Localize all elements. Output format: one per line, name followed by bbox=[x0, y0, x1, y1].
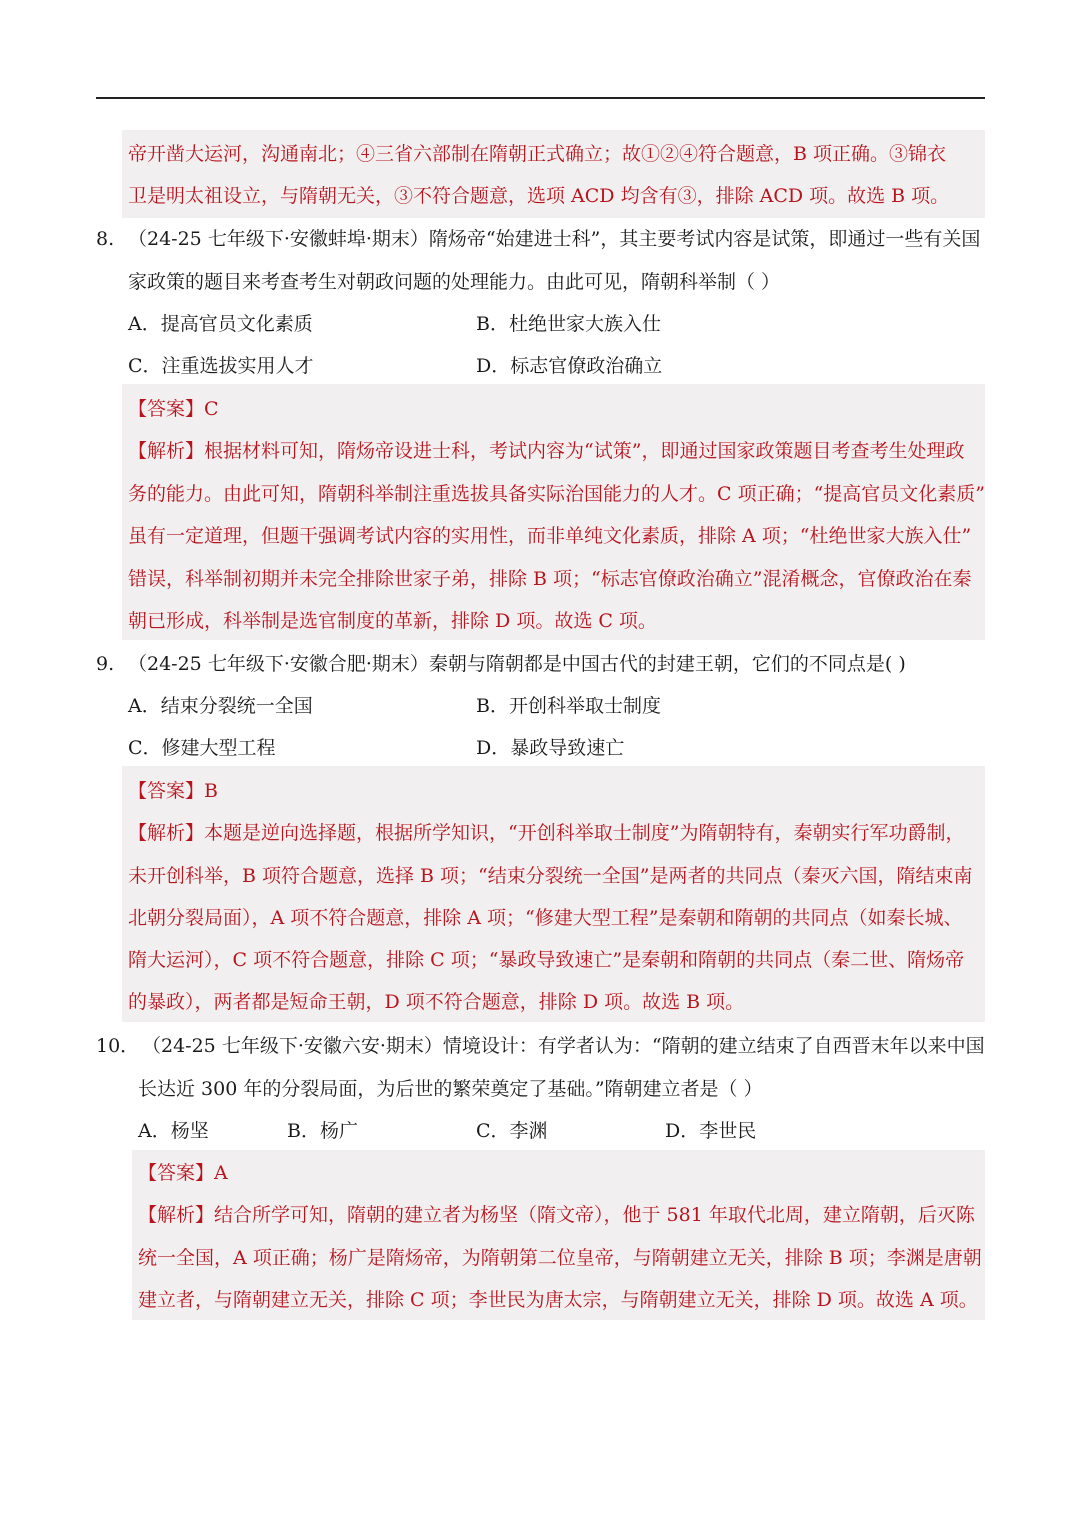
answer-tag: 【答案】 bbox=[128, 398, 205, 420]
q9-option-a: A．结束分裂统一全国 bbox=[128, 695, 313, 717]
q9-option-b: B．开创科举取士制度 bbox=[476, 695, 661, 717]
analysis-tag: 【解析】 bbox=[128, 440, 205, 462]
q8-analysis-line: 虽有一定道理，但题干强调考试内容的实用性，而非单纯文化素质，排除 A 项；“杜绝世家大族入仕” bbox=[128, 525, 972, 547]
q8-number: 8. bbox=[96, 228, 115, 250]
q8-analysis-line: 错误，科举制初期并未完全排除世家子弟，排除 B 项；“标志官僚政治确立”混淆概念，官僚政治在秦 bbox=[128, 568, 972, 590]
q10-analysis-line bbox=[138, 1202, 975, 1228]
q9-analysis-box bbox=[122, 766, 985, 1022]
q10-option-c: C．李渊 bbox=[476, 1120, 548, 1142]
q9-option-c: C．修建大型工程 bbox=[128, 737, 276, 759]
q10-analysis-line: 统一全国，A 项正确；杨广是隋炀帝，为隋朝第二位皇帝，与隋朝建立无关，排除 B 项；李渊是唐朝 bbox=[138, 1247, 982, 1269]
q10-answer bbox=[138, 1160, 228, 1186]
answer-tag: 【答案】 bbox=[128, 780, 205, 802]
analysis-tag: 【解析】 bbox=[138, 1204, 215, 1226]
q9-option-d: D．暴政导致速亡 bbox=[476, 737, 625, 759]
analysis-text: 根据材料可知，隋炀帝设进士科，考试内容为“试策”，即通过国家政策题目考查考生处理政 bbox=[204, 440, 965, 462]
q8-analysis-line: 务的能力。由此可知，隋朝科举制注重选拔具备实际治国能力的人才。C 项正确；“提高官员文化素质” bbox=[128, 483, 986, 505]
q9-analysis-line: 北朝分裂局面），A 项不符合题意，排除 A 项；“修建大型工程”是秦朝和隋朝的共同点（如秦长城、 bbox=[128, 907, 963, 929]
q8-analysis-line: 朝已形成，科举制是选官制度的革新，排除 D 项。故选 C 项。 bbox=[128, 610, 657, 632]
q10-number: 10． bbox=[96, 1035, 140, 1057]
q10-stem-line: 长达近 300 年的分裂局面，为后世的繁荣奠定了基础。”隋朝建立者是（ ） bbox=[138, 1078, 763, 1100]
answer-value: A bbox=[214, 1162, 228, 1184]
q9-analysis-line bbox=[128, 820, 964, 846]
q8-option-c: C．注重选拔实用人才 bbox=[128, 355, 314, 377]
q8-analysis-box bbox=[122, 384, 985, 640]
q10-option-a: A．杨坚 bbox=[138, 1120, 209, 1142]
q10-analysis-line: 建立者，与隋朝建立无关，排除 C 项；李世民为唐太宗，与隋朝建立无关，排除 D 项。故选 A 项。 bbox=[138, 1289, 978, 1311]
q10-option-d: D．李世民 bbox=[665, 1120, 757, 1142]
answer-value: C bbox=[204, 398, 219, 420]
q9-answer bbox=[128, 778, 218, 804]
q8-stem-line: （24-25 七年级下·安徽蚌埠·期末）隋炀帝“始建进士科”，其主要考试内容是试策，即通过一些有关国 bbox=[128, 228, 981, 250]
q8-stem-line: 家政策的题目来考查考生对朝政问题的处理能力。由此可见，隋朝科举制（ ） bbox=[128, 271, 781, 293]
q8-analysis-line bbox=[128, 438, 964, 464]
analysis-text: 本题是逆向选择题，根据所学知识，“开创科举取士制度”为隋朝特有，秦朝实行军功爵制， bbox=[204, 822, 965, 844]
q9-analysis-line: 的暴政），两者都是短命王朝，D 项不符合题意，排除 D 项。故选 B 项。 bbox=[128, 991, 745, 1013]
q7-analysis-line: 卫是明太祖设立，与隋朝无关，③不符合题意，选项 ACD 均含有③，排除 ACD 项。故选 B 项。 bbox=[128, 185, 950, 207]
q8-answer bbox=[128, 396, 219, 422]
q8-option-b: B．杜绝世家大族入仕 bbox=[476, 313, 661, 335]
q8-option-a: A．提高官员文化素质 bbox=[128, 313, 313, 335]
q8-option-d: D．标志官僚政治确立 bbox=[476, 355, 663, 377]
q9-analysis-line: 未开创科举，B 项符合题意，选择 B 项；“结束分裂统一全国”是两者的共同点（秦灭六国，隋结束南 bbox=[128, 865, 973, 887]
q9-number: 9. bbox=[96, 653, 115, 675]
analysis-tag: 【解析】 bbox=[128, 822, 205, 844]
header-rule bbox=[96, 97, 985, 99]
answer-tag: 【答案】 bbox=[138, 1162, 215, 1184]
q7-analysis-line: 帝开凿大运河，沟通南北；④三省六部制在隋朝正式确立；故①②④符合题意，B 项正确。③锦衣 bbox=[128, 143, 947, 165]
answer-value: B bbox=[204, 780, 218, 802]
q10-option-b: B．杨广 bbox=[287, 1120, 358, 1142]
q9-analysis-line: 隋大运河），C 项不符合题意，排除 C 项；“暴政导致速亡”是秦朝和隋朝的共同点（秦二世、隋炀帝 bbox=[128, 949, 965, 971]
q9-stem: （24-25 七年级下·安徽合肥·期末）秦朝与隋朝都是中国古代的封建王朝，它们的不同点是( ) bbox=[128, 653, 906, 675]
analysis-text: 结合所学可知，隋朝的建立者为杨坚（隋文帝），他于 581 年取代北周，建立隋朝，后灭陈 bbox=[214, 1204, 975, 1226]
q10-stem-line: （24-25 七年级下·安徽六安·期末）情境设计：有学者认为：“隋朝的建立结束了自西晋末年以来中国 bbox=[142, 1035, 985, 1057]
